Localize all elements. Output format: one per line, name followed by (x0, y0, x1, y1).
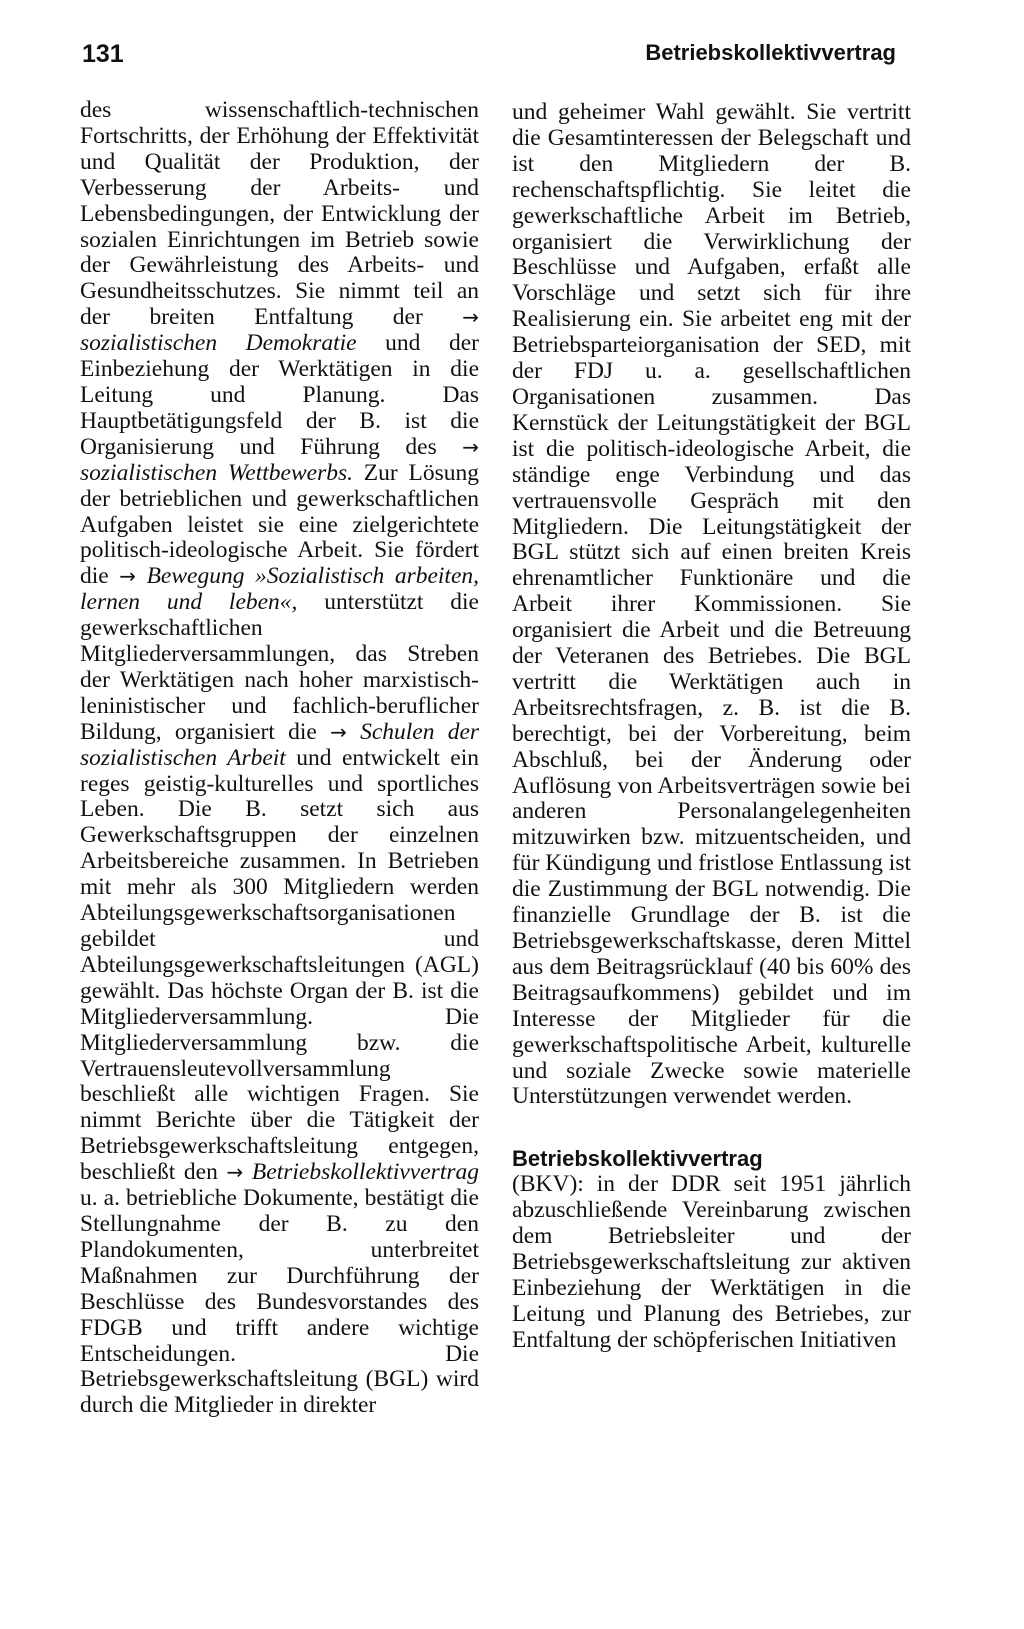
entry-title: Betriebskollektivvertrag (512, 1146, 763, 1172)
right-column (512, 100, 911, 1354)
cross-reference-arrow-icon: → (119, 564, 137, 589)
left-column (80, 98, 479, 1419)
cross-reference-link[interactable]: Betriebskollektivvertrag (251, 1159, 479, 1186)
cross-reference-link[interactable]: sozialistischen Wettbewerbs. (80, 459, 353, 486)
text-run: unterstützt die gewerkschaftlichen Mitgliederversammlungen, das Streben der Werktätigen nach hoher marxistisch-leninistischer und fachlich-beruflicher Bildung, organisiert die (80, 589, 479, 745)
right-paragraph: und geheimer Wahl gewählt. Sie vertritt die Gesamtinteressen der Belegschaft und ist den Mitgliedern der B. rechenschaftspflichtig. Sie leitet die gewerkschaftliche Arbeit im Betrieb, organisiert die Verwirklichung der Beschlüsse und Aufgaben, erfaßt alle Vorschläge und setzt sich für ihre Realisierung ein. Sie arbeitet eng mit der Betriebsparteiorganisation der SED, mit der FDJ u. a. gesellschaftlichen Organisationen zusammen. Das Kernstück der Leitungstätigkeit der BGL ist die politisch-ideologische Arbeit, die ständige enge Verbindung und das vertrauensvolle Gespräch mit den Mitgliedern. Die Leitungstätigkeit der BGL stützt sich auf einen breiten Kreis ehrenamtlicher Funktionäre und die Arbeit ihrer Kommissionen. Sie organisiert die Arbeit und die Betreuung der Veteranen des Betriebes. Die BGL vertritt die Werktätigen auch in Arbeitsrechtsfragen, z. B. ist die B. berechtigt, bei der Vorbereitung, beim Abschluß, bei der Änderung oder Auflösung von Arbeitsverträgen sowie bei anderen Personalangelegenheiten mitzuwirken bzw. mitzuentscheiden, und für Kündigung und fristlose Entlassung ist die Zustimmung der BGL notwendig. Die finanzielle Grundlage der B. ist die Betriebsgewerkschaftskasse, deren Mittel aus dem Beitragsrücklauf (40 bis 60% des Beitragsaufkommens) gebildet und im Interesse der Mitglieder für die gewerkschaftspolitische Arbeit, kulturelle und soziale Zwecke sowie materielle Unterstützungen verwendet werden. (512, 99, 911, 1110)
running-head: Betriebskollektivvertrag (645, 40, 896, 65)
left-paragraph (80, 98, 479, 1419)
cross-reference-link[interactable]: Bewegung »Sozialistisch arbeiten, lernen und leben«, (80, 563, 480, 616)
page-header (0, 40, 1024, 80)
text-run: Zur Lösung der betrieblichen und gewerkschaftlichen Aufgaben leistet sie eine zielgerichtete politisch-ideologische Arbeit. Sie fördert die (80, 459, 479, 590)
text-run: u. a. betriebliche Dokumente, bestätigt die Stellungnahme der B. zu den Plandokumenten, unterbreitet Maßnahmen zur Durchführung der Beschlüsse des Bundesvorstandes des FDGB und trifft andere wichtige Entscheidungen. Die Betriebsgewerkschaftsleitung (BGL) wird durch die Mitglieder in direkter (80, 1185, 479, 1419)
text-run: und entwickelt ein reges geistig-kulturelles und sportliches Leben. Die B. setzt sich aus Gewerkschaftsgruppen der einzelnen Arbeitsbereiche zusammen. In Betrieben mit mehr als 300 Mitgliedern werden Abteilungsgewerkschaftsorganisationen gebildet und Abteilungsgewerkschaftsleitungen (AGL) gewählt. Das höchste Organ der B. ist die Mitgliederversammlung. Die Mitgliederversammlung bzw. die Vertrauensleutevollversammlung beschließt alle wichtigen Fragen. Sie nimmt Berichte über die Tätigkeit der Betriebsgewerkschaftsleitung entgegen, beschließt den (80, 744, 479, 1186)
text-run: des wissenschaftlich-technischen Fortschritts, der Erhöhung der Effektivität und Qualität der Produktion, der Verbesserung der Arbeits- und Lebensbedingungen, der Entwicklung der sozialen Einrichtungen im Betrieb sowie der Gewährleistung des Arbeits- und Gesundheitsschutzes. Sie nimmt teil an der breiten Entfaltung der (80, 97, 479, 331)
cross-reference-arrow-icon: → (462, 305, 479, 330)
text-run: und der Einbeziehung der Werktätigen in die Leitung und Planung. Das Hauptbetätigungsfeld der B. ist die Organisierung und Führung des (80, 330, 479, 460)
cross-reference-arrow-icon: → (226, 1160, 244, 1185)
cross-reference-link[interactable]: Schulen der sozialistischen Arbeit (80, 718, 480, 771)
cross-reference-arrow-icon: → (330, 719, 347, 744)
entry-text: (BKV): in der DDR seit 1951 jährlich abzuschließende Vereinbarung zwischen dem Betriebsleiter und der Betriebsgewerkschaftsleitung zur aktiven Einbeziehung der Werktätigen in die Leitung und Planung des Betriebes, zur Entfaltung der schöpferischen Initiativen (512, 1171, 911, 1353)
page-number: 131 (82, 40, 124, 68)
cross-reference-link[interactable]: sozialistischen Demokratie (80, 330, 357, 357)
cross-reference-arrow-icon: → (462, 434, 479, 459)
